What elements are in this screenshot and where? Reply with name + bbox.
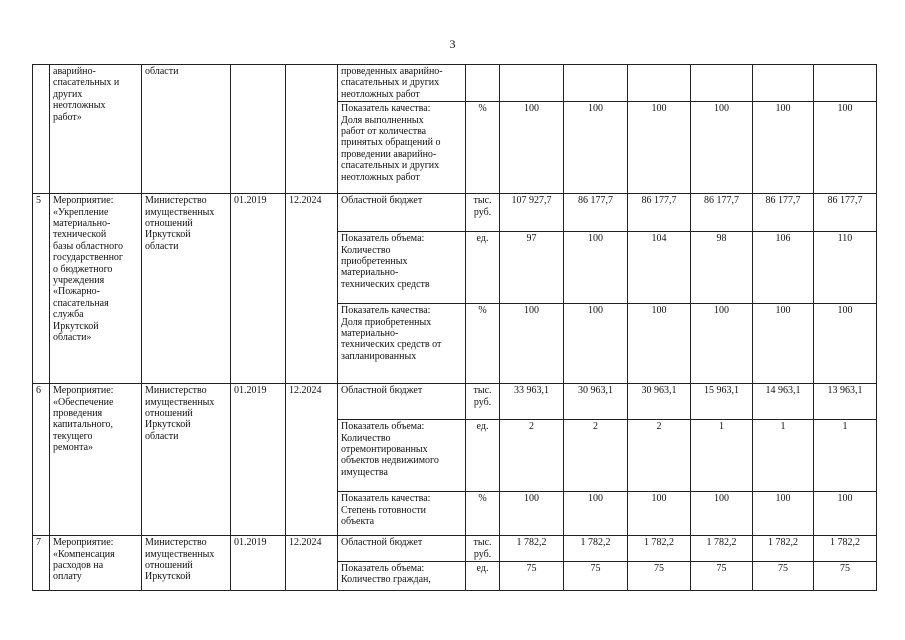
end-date: 12.2024 xyxy=(286,194,338,384)
value-cell xyxy=(500,65,564,102)
value-cell: 100 xyxy=(691,492,753,536)
value-cell: 30 963,1 xyxy=(564,384,628,420)
value-cell xyxy=(814,65,877,102)
event-name: Мероприятие: «Обеспечение проведения капитального, текущего ремонта» xyxy=(50,384,142,536)
indicator-text: Показатель объема: Количество приобретенных материально- технических средств xyxy=(338,232,466,304)
value-cell: 86 177,7 xyxy=(564,194,628,232)
indicator-text: проведенных аварийно- спасательных и других неотложных работ xyxy=(338,65,466,102)
value-cell: 100 xyxy=(691,304,753,384)
unit-cell: ед. xyxy=(466,232,500,304)
executor-name: Министерство имущественных отношений Иркутской области xyxy=(142,384,231,536)
value-cell: 100 xyxy=(564,102,628,194)
value-cell: 104 xyxy=(628,232,691,304)
value-cell: 100 xyxy=(628,304,691,384)
value-cell: 75 xyxy=(628,562,691,591)
page-number: 3 xyxy=(449,37,456,51)
unit-cell: % xyxy=(466,102,500,194)
end-date: 12.2024 xyxy=(286,384,338,536)
value-cell: 1 xyxy=(814,420,877,492)
indicator-text: Показатель качества: Доля выполненных работ от количества принятых обращений о проведении аварийно- спасательных и других неотложных работ xyxy=(338,102,466,194)
value-cell: 1 782,2 xyxy=(753,536,814,562)
value-cell: 86 177,7 xyxy=(753,194,814,232)
value-cell: 86 177,7 xyxy=(814,194,877,232)
value-cell: 97 xyxy=(500,232,564,304)
value-cell: 1 xyxy=(753,420,814,492)
row-number: 5 xyxy=(33,194,50,384)
value-cell: 100 xyxy=(753,102,814,194)
value-cell: 100 xyxy=(500,492,564,536)
program-table xyxy=(32,64,877,591)
value-cell: 100 xyxy=(564,492,628,536)
unit-cell: % xyxy=(466,304,500,384)
unit-cell xyxy=(466,65,500,102)
value-cell: 100 xyxy=(500,304,564,384)
indicator-text: Показатель качества: Доля приобретенных материально- технических средств от запланированных xyxy=(338,304,466,384)
unit-cell: тыс. руб. xyxy=(466,384,500,420)
indicator-text: Показатель объема: Количество отремонтированных объектов недвижимого имущества xyxy=(338,420,466,492)
unit-cell: тыс. руб. xyxy=(466,194,500,232)
value-cell: 106 xyxy=(753,232,814,304)
value-cell: 1 782,2 xyxy=(691,536,753,562)
end-date xyxy=(286,65,338,194)
row-number xyxy=(33,65,50,194)
value-cell: 13 963,1 xyxy=(814,384,877,420)
value-cell: 1 xyxy=(691,420,753,492)
value-cell xyxy=(628,65,691,102)
value-cell: 1 782,2 xyxy=(564,536,628,562)
value-cell xyxy=(564,65,628,102)
value-cell: 100 xyxy=(814,304,877,384)
value-cell: 107 927,7 xyxy=(500,194,564,232)
value-cell: 100 xyxy=(500,102,564,194)
unit-cell: % xyxy=(466,492,500,536)
unit-cell: ед. xyxy=(466,420,500,492)
value-cell: 75 xyxy=(564,562,628,591)
value-cell: 33 963,1 xyxy=(500,384,564,420)
value-cell: 15 963,1 xyxy=(691,384,753,420)
value-cell: 2 xyxy=(500,420,564,492)
indicator-text: Областной бюджет xyxy=(338,536,466,562)
value-cell: 75 xyxy=(753,562,814,591)
value-cell: 100 xyxy=(691,102,753,194)
value-cell: 100 xyxy=(628,492,691,536)
indicator-text: Показатель качества: Степень готовности объекта xyxy=(338,492,466,536)
row-number: 7 xyxy=(33,536,50,591)
value-cell: 1 782,2 xyxy=(628,536,691,562)
value-cell: 86 177,7 xyxy=(691,194,753,232)
event-name: аварийно- спасательных и других неотложных работ» xyxy=(50,65,142,194)
value-cell: 110 xyxy=(814,232,877,304)
value-cell: 14 963,1 xyxy=(753,384,814,420)
value-cell: 100 xyxy=(628,102,691,194)
row-number: 6 xyxy=(33,384,50,536)
value-cell: 100 xyxy=(814,102,877,194)
start-date: 01.2019 xyxy=(231,536,286,591)
executor-name: Министерство имущественных отношений Иркутской области xyxy=(142,194,231,384)
table-row xyxy=(33,384,877,420)
unit-cell: ед. xyxy=(466,562,500,591)
start-date xyxy=(231,65,286,194)
value-cell: 75 xyxy=(500,562,564,591)
value-cell: 86 177,7 xyxy=(628,194,691,232)
value-cell: 100 xyxy=(753,492,814,536)
unit-cell: тыс. руб. xyxy=(466,536,500,562)
end-date: 12.2024 xyxy=(286,536,338,591)
executor-name: Министерство имущественных отношений Иркутской xyxy=(142,536,231,591)
start-date: 01.2019 xyxy=(231,384,286,536)
indicator-text: Областной бюджет xyxy=(338,194,466,232)
event-name: Мероприятие: «Компенсация расходов на оплату xyxy=(50,536,142,591)
value-cell: 100 xyxy=(564,304,628,384)
table-row xyxy=(33,194,877,232)
value-cell xyxy=(691,65,753,102)
table-row xyxy=(33,536,877,562)
start-date: 01.2019 xyxy=(231,194,286,384)
indicator-text: Областной бюджет xyxy=(338,384,466,420)
table-row xyxy=(33,65,877,102)
value-cell xyxy=(753,65,814,102)
value-cell: 100 xyxy=(814,492,877,536)
value-cell: 1 782,2 xyxy=(814,536,877,562)
value-cell: 100 xyxy=(564,232,628,304)
value-cell: 2 xyxy=(628,420,691,492)
value-cell: 2 xyxy=(564,420,628,492)
executor-name: области xyxy=(142,65,231,194)
value-cell: 30 963,1 xyxy=(628,384,691,420)
value-cell: 1 782,2 xyxy=(500,536,564,562)
value-cell: 75 xyxy=(691,562,753,591)
value-cell: 75 xyxy=(814,562,877,591)
indicator-text: Показатель объема: Количество граждан, xyxy=(338,562,466,591)
event-name: Мероприятие: «Укрепление материально- технической базы областного государственног о бюджетного учреждения «Пожарно- спасательная служба Иркутской области» xyxy=(50,194,142,384)
value-cell: 100 xyxy=(753,304,814,384)
value-cell: 98 xyxy=(691,232,753,304)
